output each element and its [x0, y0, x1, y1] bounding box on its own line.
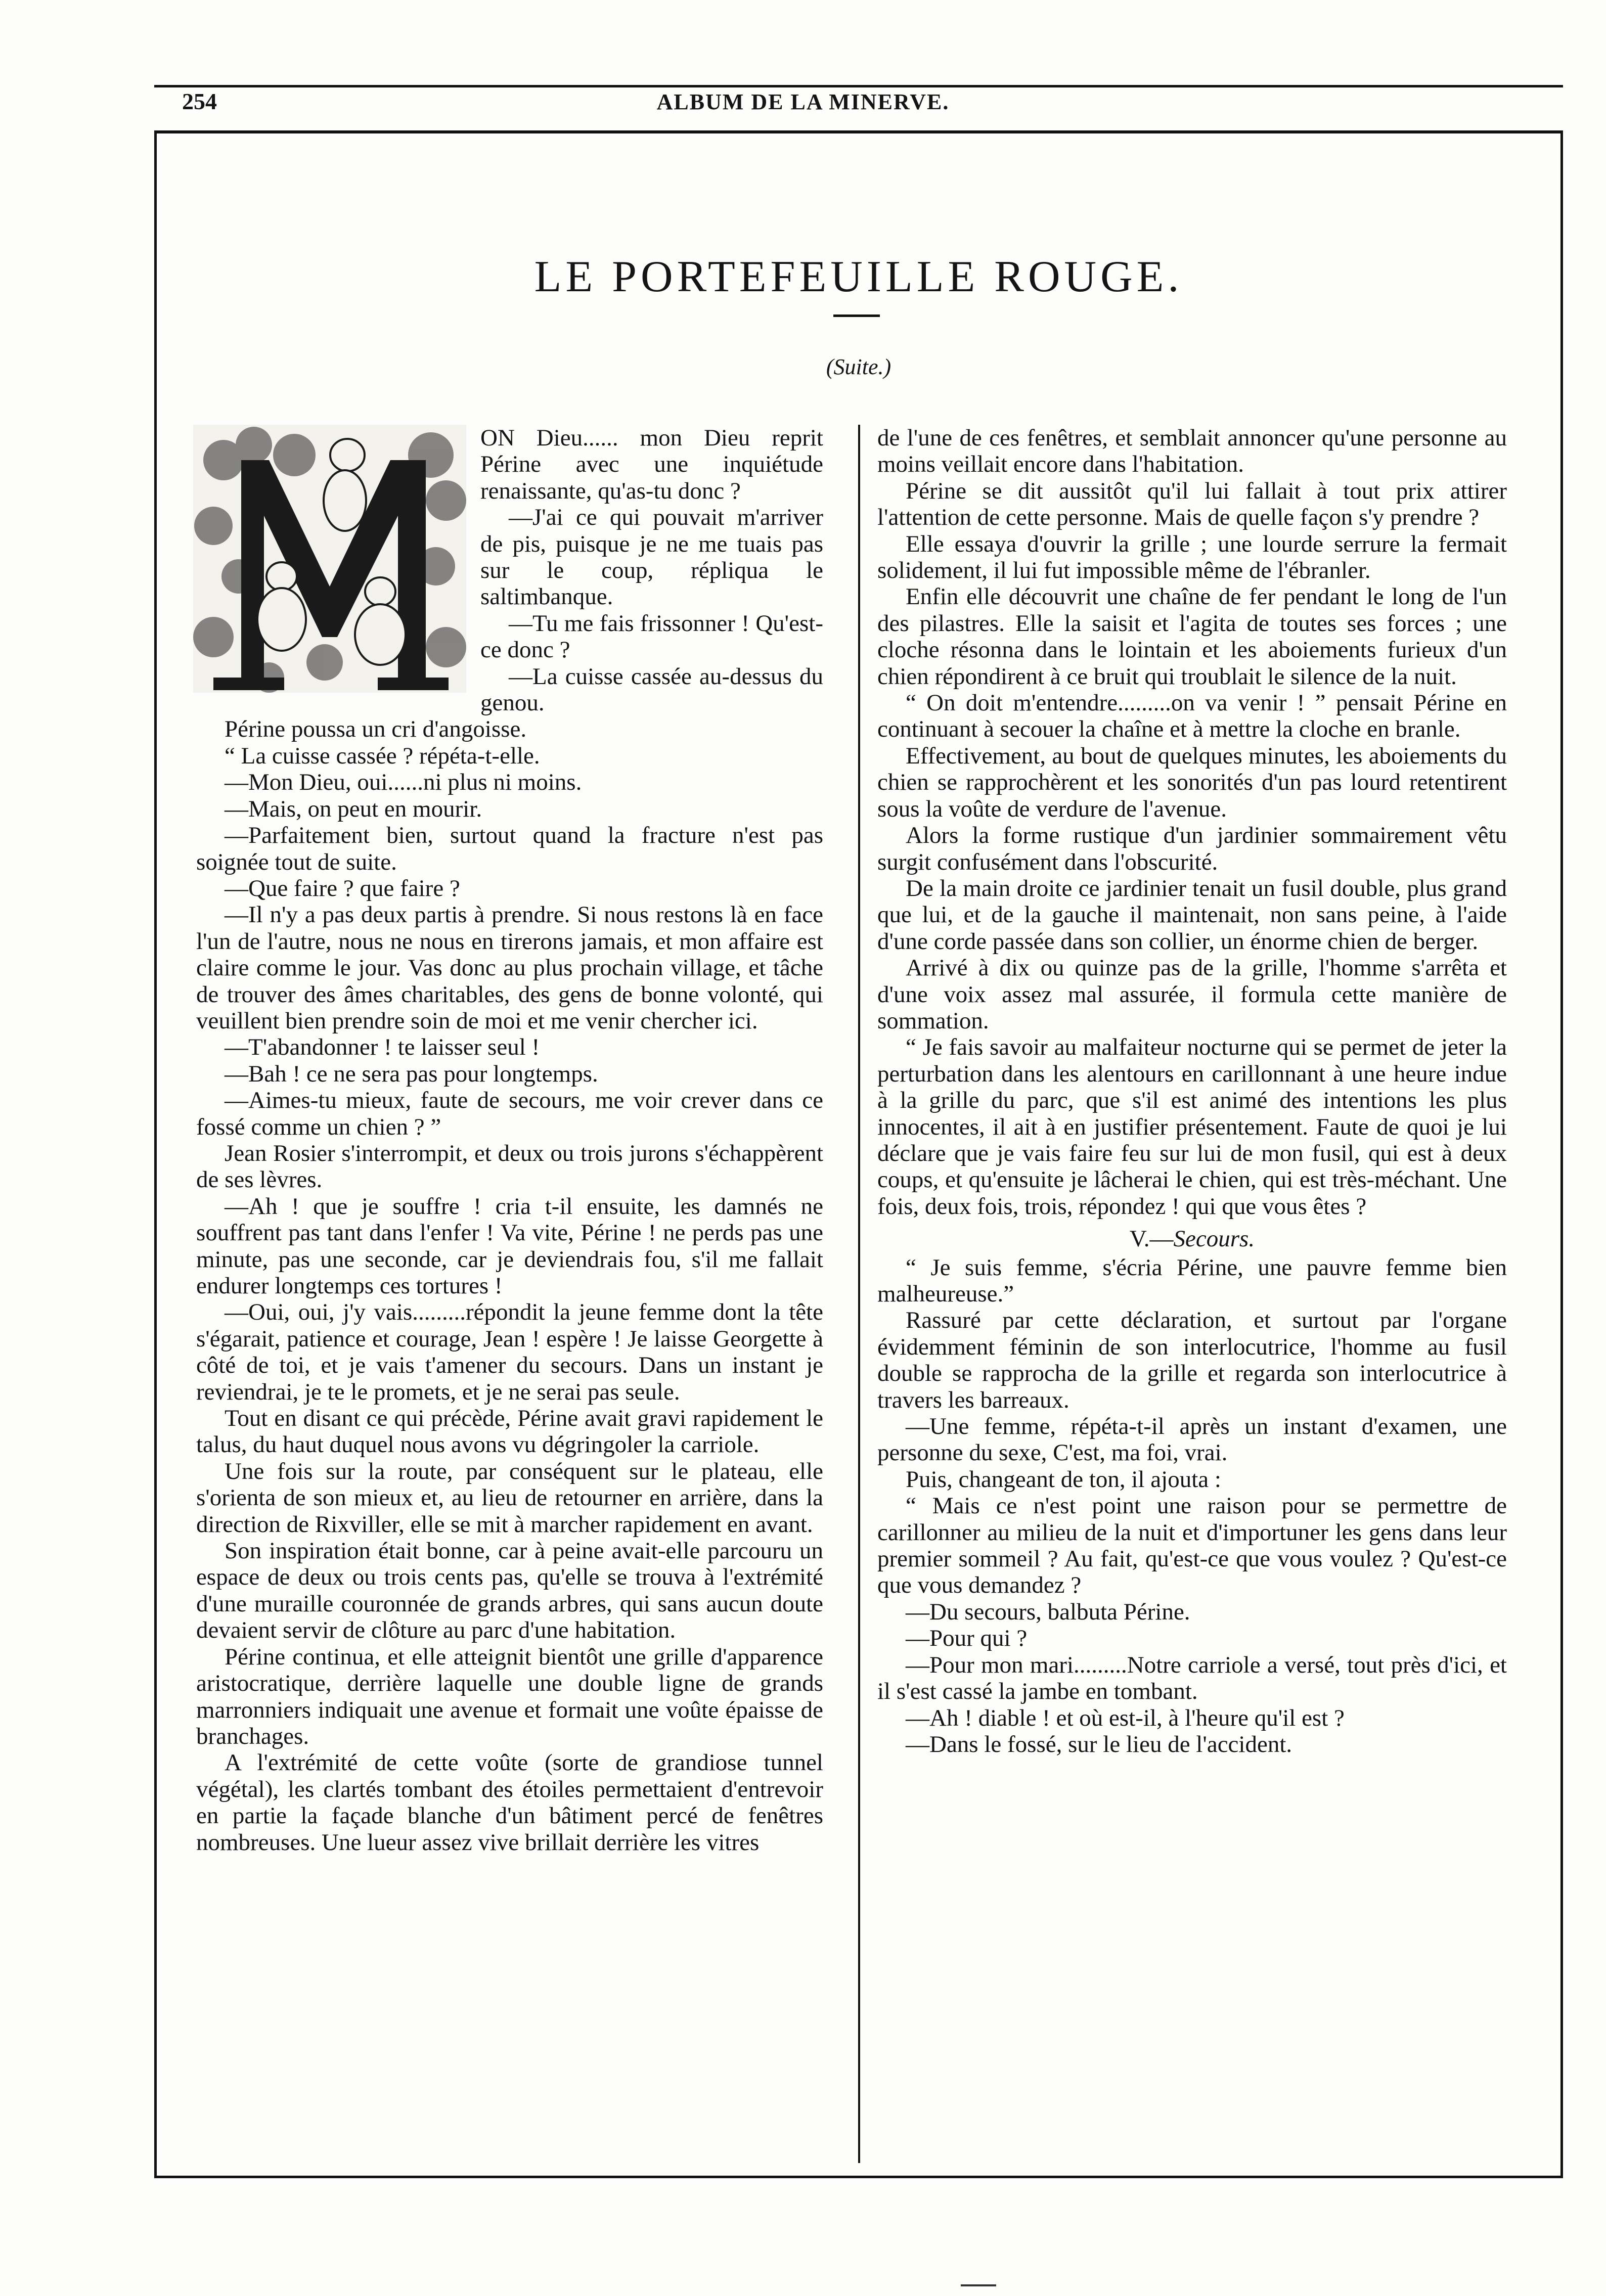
paragraph: —Pour qui ? — [906, 1625, 1028, 1652]
title-divider — [833, 314, 880, 317]
paragraph: Rassuré par cette déclaration, et surtout par l'organe évidemment féminin de son interlocutrice, l'homme au fusil double se rapprocha de la grille et regarda son interlocutrice à travers les barreaux. — [877, 1307, 1507, 1413]
paragraph: —Ah ! diable ! et où est-il, à l'heure qu'il est ? — [906, 1704, 1345, 1731]
paragraph: Jean Rosier s'interrompit, et deux ou trois jurons s'échappèrent de ses lèvres. — [196, 1140, 823, 1193]
paragraph: —Pour mon mari.........Notre carriole a versé, tout près d'ici, et il s'est cassé la jambe en tombant. — [877, 1651, 1507, 1705]
paragraph: de l'une de ces fenêtres, et semblait annoncer qu'une personne au moins veillait encore dans l'habitation. — [877, 425, 1507, 478]
paragraph: Son inspiration était bonne, car à peine avait-elle parcouru un espace de deux ou trois cents pas, qu'elle se trouva à l'extrémité d'une muraille couronnée de grands arbres, qui sans aucun doute devaient servir de clôture au parc d'une habitation. — [196, 1538, 823, 1644]
right-column — [877, 425, 1507, 1758]
header-top-rule — [154, 85, 1563, 87]
running-head: ALBUM DE LA MINERVE. — [656, 89, 950, 114]
left-column — [196, 425, 823, 1856]
section-heading — [877, 1226, 1507, 1252]
paragraph: —Aimes-tu mieux, faute de secours, me voir crever dans ce fossé comme un chien ? ” — [196, 1087, 823, 1140]
paragraph: Enfin elle découvrit une chaîne de fer pendant le long de l'un des pilastres. Elle la saisit et l'agita de toutes ses forces ; une cloche résonna dans le lointain et les aboiements furieux d'un chien répondirent à ce bruit qui troublait le silence de la nuit. — [877, 583, 1507, 690]
paragraph: —Mon Dieu, oui......ni plus ni moins. — [225, 769, 582, 796]
decorated-initial-m — [193, 425, 466, 693]
paragraph: —Ah ! que je souffre ! cria t-il ensuite, les damnés ne souffrent pas tant dans l'enfer ! Va vite, Périne ! ne perds pas une minute, pas une seconde, car je deviendrais fou, s'il me fallait endurer longtemps ces tortures ! — [196, 1193, 823, 1299]
paragraph: —Dans le fossé, sur le lieu de l'accident. — [906, 1731, 1292, 1758]
ornamental-letter-m-image — [193, 425, 466, 693]
paragraph: “ On doit m'entendre.........on va venir ! ” pensait Périne en continuant à secouer la chaîne et à mettre la cloche en branle. — [877, 690, 1507, 743]
paragraph: Elle essaya d'ouvrir la grille ; une lourde serrure la fermait solidement, il lui fut impossible même de l'ébranler. — [877, 530, 1507, 584]
paragraph: ON Dieu...... mon Dieu reprit Périne avec une inquiétude renaissante, qu'as-tu donc ? — [480, 425, 823, 504]
paragraph: —Oui, oui, j'y vais.........répondit la jeune femme dont la tête s'égarait, patience et courage, Jean ! espère ! Je laisse Georgette à côté de toi, et je vais t'amener du secours. Dans un instant je reviendrai, je te le promets, et je ne serai pas seule. — [196, 1299, 823, 1405]
paragraph: Périne continua, et elle atteignit bientôt une grille d'apparence aristocratique, derrière laquelle une double ligne de grands marronniers indiquait une avenue et formait une voûte épaisse de branchages. — [196, 1643, 823, 1749]
paragraph: —Mais, on peut en mourir. — [225, 795, 482, 822]
paragraph: —Parfaitement bien, surtout quand la fracture n'est pas soignée tout de suite. — [196, 822, 823, 875]
paragraph: —Du secours, balbuta Périne. — [906, 1598, 1190, 1625]
paragraph: Arrivé à dix ou quinze pas de la grille, l'homme s'arrêta et d'une voix assez mal assurée, il formula cette manière de sommation. — [877, 955, 1507, 1034]
paragraph: “ Mais ce n'est point une raison pour se permettre de carillonner au milieu de la nuit et d'importuner les gens dans leur premier sommeil ? Au fait, qu'est-ce que vous voulez ? Qu'est-ce que vous demandez ? — [877, 1493, 1507, 1599]
paragraph: Périne poussa un cri d'angoisse. — [225, 716, 527, 743]
paragraph: Alors la forme rustique d'un jardinier sommairement vêtu surgit confusément dans l'obscurité. — [877, 822, 1507, 875]
section-title: Secours. — [1173, 1226, 1255, 1252]
paragraph: —T'abandonner ! te laisser seul ! — [225, 1034, 540, 1061]
paragraph: Effectivement, au bout de quelques minutes, les aboiements du chien se rapprochèrent et les sonorités d'un pas lourd retentirent sous la voûte de verdure de l'avenue. — [877, 742, 1507, 822]
paragraph: Périne se dit aussitôt qu'il lui fallait à tout prix attirer l'attention de cette personne. Mais de quelle façon s'y prendre ? — [877, 477, 1507, 531]
paragraph: —Il n'y a pas deux partis à prendre. Si nous restons là en face l'un de l'autre, nous ne nous en tirerons jamais, et mon affaire est claire comme le jour. Vas donc au plus prochain village, et tâche de trouver des âmes charitables, des gens de bonne volonté, qui veuillent bien prendre soin de moi et me venir chercher ici. — [196, 902, 823, 1034]
paragraph: Tout en disant ce qui précède, Périne avait gravi rapidement le talus, du haut duquel nous avons vu dégringoler la carriole. — [196, 1405, 823, 1458]
paragraph: “ La cuisse cassée ? répéta-t-elle. — [225, 742, 540, 769]
paragraph: De la main droite ce jardinier tenait un fusil double, plus grand que lui, et de la gauche il maintenait, non sans peine, à l'aide d'une corde passée dans son collier, un énorme chien de berger. — [877, 875, 1507, 955]
page-number: 254 — [182, 88, 217, 114]
paragraph: Une fois sur la route, par conséquent sur le plateau, elle s'orienta de son mieux et, au lieu de retourner en arrière, dans la direction de Rixviller, elle se mit à marcher rapidement en avant. — [196, 1458, 823, 1538]
article-title: LE PORTEFEUILLE ROUGE. — [534, 252, 1183, 301]
paragraph: “ Je fais savoir au malfaiteur nocturne qui se permet de jeter la perturbation dans les alentours en carillonnant à une heure indue à la grille du parc, que s'il est animé des intentions les plus innocentes, il ait à en justifier présentement. Faute de quoi je lui déclare que je vais faire feu sur lui de mon fusil, qui est à deux coups, et qu'ensuite je lâcherai le chien, qui est très-méchant. Une fois, deux fois, trois, répondez ! qui que vous êtes ? — [877, 1034, 1507, 1220]
article-subtitle: (Suite.) — [826, 354, 891, 379]
section-number: V.— — [1129, 1226, 1174, 1252]
paragraph: —Tu me fais frissonner ! Qu'est-ce donc ? — [480, 610, 823, 663]
paragraph: —J'ai ce qui pouvait m'arriver de pis, puisque je ne me tuais pas sur le coup, répliqua le saltimbanque. — [480, 504, 823, 610]
paragraph: —La cuisse cassée au-dessus du genou. — [480, 663, 823, 716]
paragraph: —Bah ! ce ne sera pas pour longtemps. — [225, 1060, 598, 1087]
paragraph: Puis, changeant de ton, il ajouta : — [906, 1466, 1221, 1493]
paragraph: “ Je suis femme, s'écria Périne, une pauvre femme bien malheureuse.” — [877, 1254, 1507, 1307]
footer-mark — [961, 2284, 996, 2286]
paragraph: —Que faire ? que faire ? — [225, 875, 460, 902]
paragraph: A l'extrémité de cette voûte (sorte de grandiose tunnel végétal), les clartés tombant des étoiles permettaient d'entrevoir en partie la façade blanche d'un bâtiment percé de fenêtres nombreuses. Une lueur assez vive brillait derrière les vitres — [196, 1749, 823, 1856]
paragraph: —Une femme, répéta-t-il après un instant d'examen, une personne du sexe, C'est, ma foi, vrai. — [877, 1413, 1507, 1466]
column-divider — [858, 425, 860, 2163]
